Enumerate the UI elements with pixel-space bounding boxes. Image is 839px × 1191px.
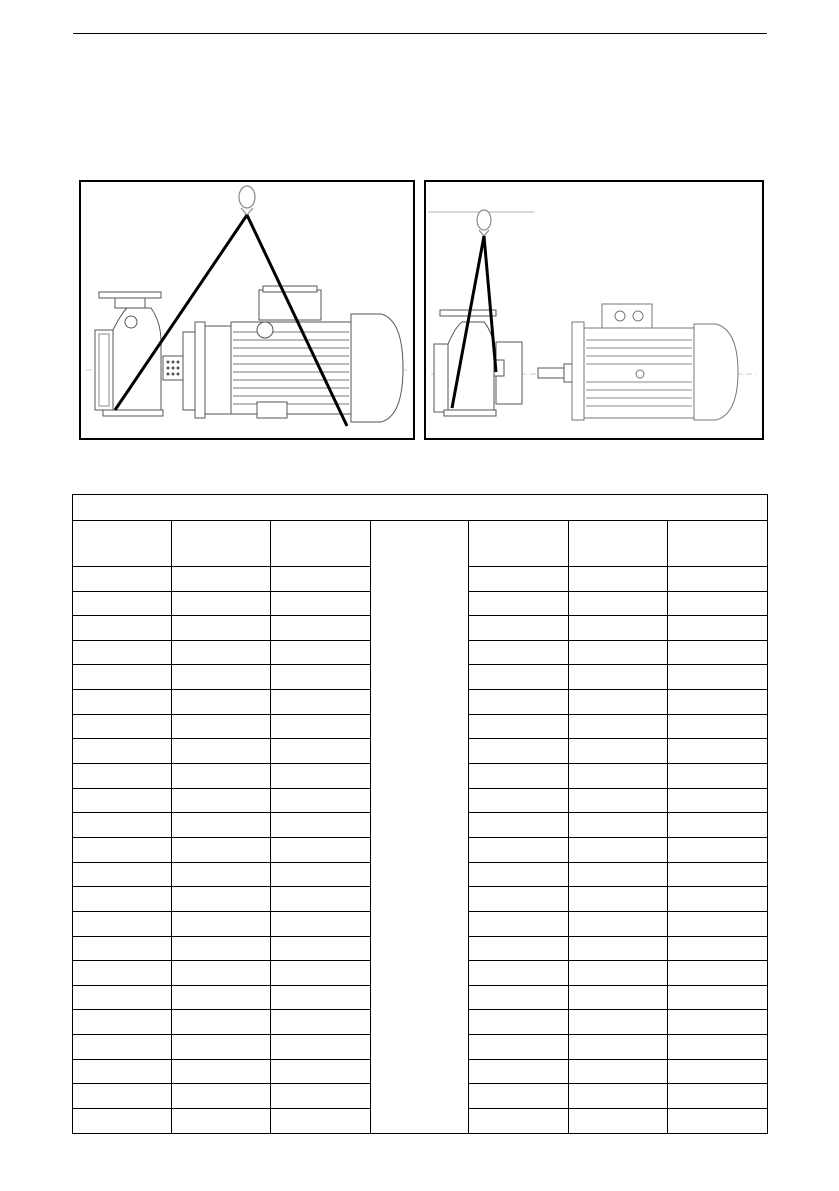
table-cell bbox=[172, 1035, 271, 1060]
table-cell bbox=[668, 566, 768, 591]
table-cell bbox=[172, 813, 271, 838]
nameplate-icon bbox=[163, 356, 183, 380]
table-cell bbox=[569, 1010, 668, 1035]
table-cell bbox=[469, 788, 569, 813]
lifting-hook-icon bbox=[477, 210, 491, 236]
table-cell bbox=[73, 566, 172, 591]
table-cell bbox=[271, 690, 371, 715]
table-cell bbox=[73, 591, 172, 616]
table-cell bbox=[569, 1059, 668, 1084]
table-cell bbox=[271, 837, 371, 862]
table-cell bbox=[172, 936, 271, 961]
table-cell bbox=[469, 739, 569, 764]
table-cell bbox=[668, 764, 768, 789]
table-cell bbox=[73, 788, 172, 813]
figure-lifting-complete-unit bbox=[79, 180, 415, 440]
pump-motor-drawing bbox=[81, 182, 413, 438]
table-cell bbox=[271, 961, 371, 986]
table-cell bbox=[668, 862, 768, 887]
table-cell bbox=[73, 1059, 172, 1084]
table-cell bbox=[668, 936, 768, 961]
table-cell bbox=[569, 1035, 668, 1060]
table-cell bbox=[271, 911, 371, 936]
column-header bbox=[73, 520, 172, 566]
table-cell bbox=[271, 665, 371, 690]
table-cell bbox=[668, 665, 768, 690]
table-cell bbox=[73, 1108, 172, 1133]
table-cell bbox=[469, 887, 569, 912]
table-cell bbox=[172, 911, 271, 936]
table-cell bbox=[172, 714, 271, 739]
table-cell bbox=[172, 591, 271, 616]
table-cell bbox=[271, 764, 371, 789]
table-cell bbox=[271, 739, 371, 764]
table-cell bbox=[469, 591, 569, 616]
table-cell bbox=[172, 837, 271, 862]
table-cell bbox=[668, 1059, 768, 1084]
table-cell bbox=[73, 665, 172, 690]
table-cell bbox=[469, 911, 569, 936]
table-cell bbox=[569, 837, 668, 862]
table-cell bbox=[569, 640, 668, 665]
table-cell bbox=[271, 862, 371, 887]
table-cell bbox=[668, 640, 768, 665]
table-cell bbox=[271, 887, 371, 912]
table-cell bbox=[172, 788, 271, 813]
table-cell bbox=[668, 1035, 768, 1060]
figure-lifting-pump-only bbox=[424, 180, 764, 440]
table-cell bbox=[469, 862, 569, 887]
pump-separated-drawing bbox=[426, 182, 762, 438]
table-cell bbox=[469, 1108, 569, 1133]
table-cell bbox=[73, 640, 172, 665]
table-cell bbox=[73, 985, 172, 1010]
table-cell bbox=[172, 1084, 271, 1109]
table-cell bbox=[668, 788, 768, 813]
table-cell bbox=[668, 591, 768, 616]
table-cell bbox=[73, 764, 172, 789]
table-cell bbox=[469, 616, 569, 641]
table-cell bbox=[73, 1010, 172, 1035]
column-header bbox=[172, 520, 271, 566]
table-title bbox=[73, 495, 768, 521]
table-cell bbox=[569, 616, 668, 641]
table-cell bbox=[668, 714, 768, 739]
table-cell bbox=[271, 1059, 371, 1084]
header-rule bbox=[73, 33, 767, 34]
table-cell bbox=[271, 985, 371, 1010]
table-cell bbox=[172, 739, 271, 764]
table-cell bbox=[469, 690, 569, 715]
table-cell bbox=[73, 862, 172, 887]
table-cell bbox=[172, 566, 271, 591]
table-cell bbox=[668, 1084, 768, 1109]
merged-center-column bbox=[371, 520, 469, 1133]
table-grid bbox=[72, 494, 768, 1134]
weights-table bbox=[72, 494, 767, 1134]
table-cell bbox=[569, 739, 668, 764]
column-header bbox=[569, 520, 668, 566]
table-cell bbox=[172, 665, 271, 690]
table-cell bbox=[668, 1010, 768, 1035]
table-cell bbox=[668, 690, 768, 715]
table-cell bbox=[73, 714, 172, 739]
table-cell bbox=[668, 813, 768, 838]
table-cell bbox=[569, 1108, 668, 1133]
table-cell bbox=[469, 1084, 569, 1109]
table-cell bbox=[668, 887, 768, 912]
table-cell bbox=[271, 591, 371, 616]
table-cell bbox=[668, 616, 768, 641]
table-cell bbox=[172, 616, 271, 641]
table-cell bbox=[469, 985, 569, 1010]
table-cell bbox=[172, 690, 271, 715]
table-cell bbox=[73, 690, 172, 715]
table-cell bbox=[668, 961, 768, 986]
column-header bbox=[271, 520, 371, 566]
table-cell bbox=[73, 1035, 172, 1060]
table-cell bbox=[569, 1084, 668, 1109]
table-cell bbox=[469, 566, 569, 591]
table-cell bbox=[172, 1059, 271, 1084]
table-cell bbox=[172, 1108, 271, 1133]
table-cell bbox=[73, 1084, 172, 1109]
table-cell bbox=[469, 961, 569, 986]
table-cell bbox=[73, 961, 172, 986]
table-cell bbox=[271, 788, 371, 813]
table-cell bbox=[569, 714, 668, 739]
table-cell bbox=[172, 887, 271, 912]
table-cell bbox=[569, 911, 668, 936]
table-cell bbox=[172, 640, 271, 665]
table-cell bbox=[569, 764, 668, 789]
table-cell bbox=[668, 739, 768, 764]
table-cell bbox=[271, 566, 371, 591]
table-cell bbox=[172, 1010, 271, 1035]
table-cell bbox=[172, 764, 271, 789]
table-cell bbox=[469, 1010, 569, 1035]
table-cell bbox=[73, 887, 172, 912]
table-cell bbox=[469, 1059, 569, 1084]
table-cell bbox=[569, 813, 668, 838]
column-header bbox=[469, 520, 569, 566]
table-cell bbox=[73, 837, 172, 862]
table-cell bbox=[172, 985, 271, 1010]
table-cell bbox=[271, 936, 371, 961]
table-cell bbox=[469, 640, 569, 665]
table-cell bbox=[271, 813, 371, 838]
table-cell bbox=[469, 813, 569, 838]
table-cell bbox=[271, 616, 371, 641]
table-cell bbox=[668, 837, 768, 862]
table-cell bbox=[569, 788, 668, 813]
table-cell bbox=[668, 911, 768, 936]
table-cell bbox=[469, 936, 569, 961]
table-cell bbox=[469, 665, 569, 690]
table-cell bbox=[73, 616, 172, 641]
table-cell bbox=[469, 764, 569, 789]
table-cell bbox=[271, 1010, 371, 1035]
table-cell bbox=[73, 813, 172, 838]
table-cell bbox=[668, 985, 768, 1010]
table-cell bbox=[172, 862, 271, 887]
table-cell bbox=[271, 714, 371, 739]
column-header bbox=[668, 520, 768, 566]
table-cell bbox=[569, 566, 668, 591]
table-cell bbox=[271, 1108, 371, 1133]
table-cell bbox=[73, 739, 172, 764]
table-cell bbox=[172, 961, 271, 986]
table-cell bbox=[271, 640, 371, 665]
table-cell bbox=[569, 862, 668, 887]
table-cell bbox=[271, 1035, 371, 1060]
table-cell bbox=[73, 936, 172, 961]
table-cell bbox=[569, 936, 668, 961]
table-cell bbox=[569, 985, 668, 1010]
table-cell bbox=[569, 690, 668, 715]
table-cell bbox=[668, 1108, 768, 1133]
table-cell bbox=[271, 1084, 371, 1109]
table-cell bbox=[569, 591, 668, 616]
table-cell bbox=[469, 714, 569, 739]
lifting-hook-icon bbox=[239, 186, 255, 215]
table-cell bbox=[469, 837, 569, 862]
table-cell bbox=[569, 665, 668, 690]
table-cell bbox=[569, 961, 668, 986]
table-cell bbox=[569, 887, 668, 912]
table-cell bbox=[469, 1035, 569, 1060]
table-cell bbox=[73, 911, 172, 936]
